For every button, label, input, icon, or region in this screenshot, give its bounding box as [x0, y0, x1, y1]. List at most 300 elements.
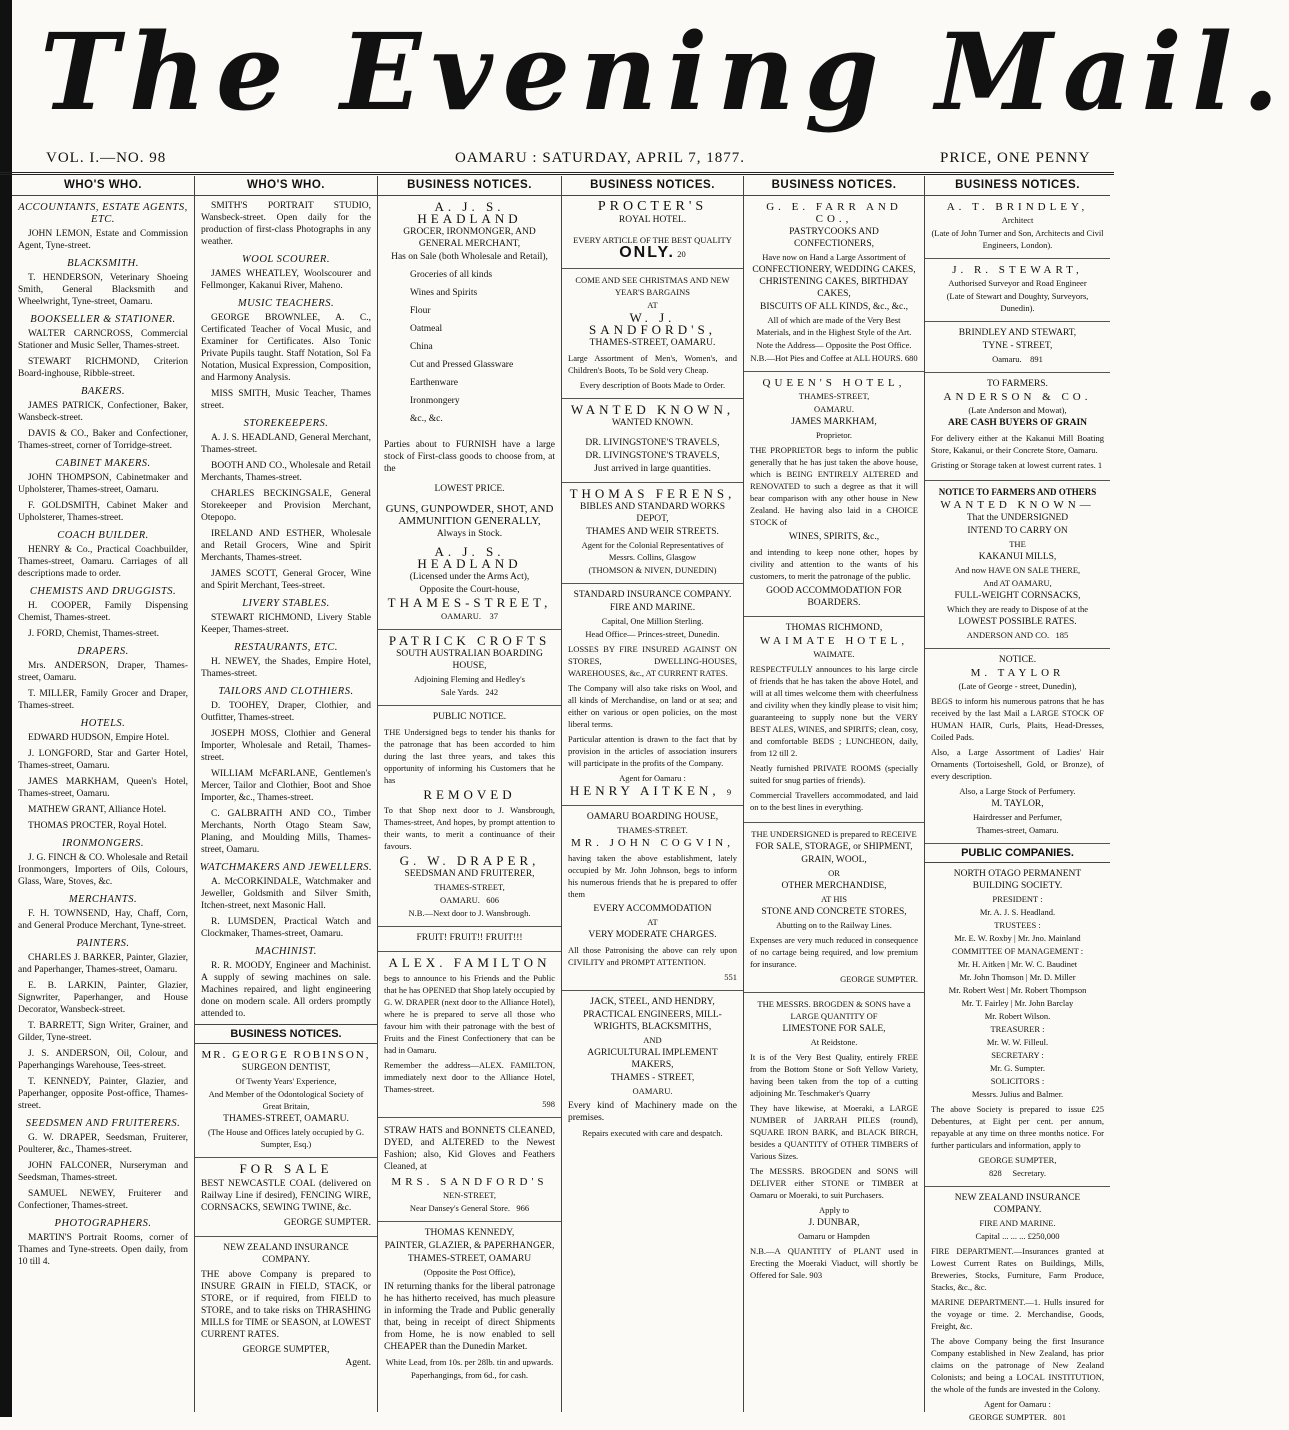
ad-line: COMMITTEE OF MANAGEMENT : — [951, 946, 1084, 956]
ad-body: Parties about to FURNISH have a large stock of First-class goods to choose from, at the — [384, 440, 555, 474]
ad-number: 606 — [486, 895, 500, 905]
ad-building-society — [925, 863, 1110, 1187]
directory-section-title: PAINTERS. — [76, 938, 130, 949]
ad-heading: FRUIT! FRUIT!! FRUIT!!! — [416, 933, 523, 943]
section-heading: BUSINESS NOTICES. — [195, 1024, 377, 1044]
ad-town-text: OAMARU. — [439, 895, 480, 905]
ad-name: ANDERSON & CO. — [943, 391, 1092, 403]
directory-entry: R. LUMSDEN, Practical Watch and Clockmaker, Thames-street, Oamaru. — [201, 917, 371, 939]
directory-entry: CHARLES J. BARKER, Painter, Glazier, and Paperhanger, Thames-street, Oamaru. — [18, 953, 188, 975]
ad-line: Repairs executed with care and despatch. — [582, 1128, 723, 1138]
ad-line: SECRETARY : — [991, 1050, 1044, 1060]
ad-ferens — [562, 483, 743, 584]
ad-jack-steel — [562, 991, 743, 1146]
ad-owner: THOMAS RICHMOND, — [785, 623, 883, 633]
directory-entry: EDWARD HUDSON, Empire Hotel. — [28, 733, 170, 743]
ad-body: RESPECTFULLY announces to his large circle of friends that he has taken the above Hotel, and will at all times welcome them with cheerfulness and civility when they kindly please to visit him; guaranteeing to supply none but the VERY BEST ALES, WINES, and SPIRITS; clean, cosy, and comfortable BEDS ; LUNCHEON, daily, from 12 till 2. — [750, 664, 918, 758]
ad-line: Just arrived in large quantities. — [594, 464, 711, 474]
ad-heading: TO FARMERS. — [987, 379, 1048, 389]
ad-number: 37 — [489, 611, 498, 621]
ad-line: Apply to — [819, 1205, 849, 1215]
ad-body: Remember the address—ALEX. FAMILTON, immediately next door to the Alliance Hotel, Thames-street. — [384, 1060, 555, 1094]
ad-town: OAMARU. — [632, 1086, 673, 1096]
ad-name: THOMAS FERENS, — [569, 486, 736, 501]
ad-name: PATRICK CROFTS — [388, 633, 551, 648]
ad-notice-farmers — [925, 481, 1110, 649]
directory-section-title: LIVERY STABLES. — [242, 598, 330, 609]
ad-wanted-known — [562, 399, 743, 483]
ad-line: Mr. H. Aitken | Mr. W. C. Baudinet — [957, 959, 1078, 969]
ad-street: THAMES-STREET, — [387, 595, 552, 610]
ad-headland — [378, 196, 561, 630]
ad-line: Proprietor. — [815, 430, 853, 440]
directory-section-title: HOTELS. — [80, 718, 126, 729]
ad-line: GOOD ACCOMMODATION FOR BOARDERS. — [766, 586, 902, 608]
ad-line: (Opposite the Post Office), — [423, 1267, 516, 1277]
directory-entry: JAMES PATRICK, Confectioner, Baker, Wansbeck-street. — [18, 401, 188, 423]
ad-line: WINES, SPIRITS, &c., — [788, 532, 880, 542]
directory-section-title: BAKERS. — [80, 386, 126, 397]
ad-number: 598 — [542, 1099, 555, 1109]
ad-street: THAMES-STREET, — [434, 882, 505, 892]
ad-title: Authorised Surveyor and Road Engineer — [948, 278, 1087, 288]
ad-body: The Company will also take risks on Wool, and all kinds of Merchandise, on land or at sea; and either on various or open policies, on the most liberal terms. — [568, 683, 737, 729]
ad-line: REMOVED — [423, 787, 516, 802]
ad-body: The above Company being the first Insurance Company established in New Zealand, has prior claims on the patronage of New Zealand Colonists; and being a LOCAL INSTITUTION, the whole of the funds are invested in the Colony. — [931, 1336, 1104, 1394]
newspaper-title: The Evening Mail. — [40, 9, 1289, 134]
ad-name: PROCTER'S — [597, 199, 708, 214]
ad-body: Neatly furnished PRIVATE ROOMS (specially suited for snug parties of friends). — [750, 763, 918, 785]
item-list — [384, 269, 555, 425]
ad-proprietor: JAMES MARKHAM, — [791, 417, 877, 427]
item-list-entry: Earthenware — [410, 378, 458, 388]
column-business-6 — [925, 176, 1110, 1422]
directory-section-title: PHOTOGRAPHERS. — [54, 1218, 152, 1229]
ad-title: SURGEON DENTIST, — [241, 1063, 331, 1073]
directory-entry: JAMES SCOTT, General Grocer, Wine and Spirit Merchant, Tees-street. — [201, 569, 371, 591]
ad-name: JACK, STEEL, AND HENDRY, — [590, 997, 715, 1007]
column-whos-who-2 — [195, 176, 378, 1412]
ad-line: (THOMSON & NIVEN, DUNEDIN) — [588, 565, 717, 575]
item-list-entry: Wines and Spirits — [410, 288, 478, 298]
ad-line: FOR SALE, STORAGE, or SHIPMENT, — [755, 842, 913, 852]
ad-line: FULL-WEIGHT CORNSACKS, — [954, 591, 1081, 601]
ad-line: Capital, One Million Sterling. — [601, 616, 704, 626]
ad-line: Also, a Large Stock of Perfumery. — [959, 786, 1076, 796]
ad-street: THAMES-STREET, OAMARU. — [223, 1114, 349, 1124]
ad-farr — [744, 196, 924, 372]
ad-line: DR. LIVINGSTONE'S TRAVELS, — [585, 438, 720, 448]
ad-town — [384, 894, 555, 906]
directory-section-title: CHEMISTS AND DRUGGISTS. — [29, 586, 177, 597]
ad-body: BEST NEWCASTLE COAL (delivered on Railway Line if desired), FENCING WIRE, CORNSACKS, SEWING TWINE, &c. — [201, 1179, 371, 1213]
ad-signature: A. J. S. HEADLAND — [417, 544, 522, 571]
ad-line: TREASURER : — [990, 1024, 1045, 1034]
ad-name: G. E. FARR AND CO., — [766, 201, 902, 225]
ad-title: Architect — [1001, 215, 1034, 225]
ad-line: Messrs. Julius and Balmer. — [971, 1089, 1064, 1099]
ad-line: AT — [647, 917, 658, 927]
columns — [12, 176, 1110, 1422]
directory-entry: MISS SMITH, Music Teacher, Thames street. — [201, 389, 371, 411]
directory-entry: G. W. DRAPER, Seedsman, Fruiterer, Poulterer, &c., Thames-street. — [18, 1133, 188, 1155]
ad-line: TRUSTEES : — [994, 920, 1041, 930]
ad-line: THE — [1009, 539, 1026, 549]
directory-entry: THOMAS PROCTER, Royal Hotel. — [28, 821, 167, 831]
ad-line: Mr. T. Fairley | Mr. John Barclay — [961, 998, 1074, 1008]
ad-number: 9 — [726, 787, 736, 797]
ad-line: INTEND TO CARRY ON — [967, 526, 1068, 536]
ad-sub: PASTRYCOOKS AND CONFECTIONERS, — [789, 227, 879, 249]
directory-entry: F. GOLDSMITH, Cabinet Maker and Upholsterer, Thames-street. — [18, 501, 188, 523]
ad-line: Abutting on to the Railway Lines. — [776, 920, 892, 930]
directory-entry: R. R. MOODY, Engineer and Machinist. A supply of sewing machines on sale. Machines repaired, and light engineering done on modern scale. All orders promptly attended to. — [201, 961, 371, 1019]
ad-fruit — [378, 927, 561, 952]
ad-body: having taken the above establishment, lately occupied by Mr. John Johnson, begs to inform his numerous friends that he is prepared to offer them — [568, 853, 737, 899]
ad-body: Commercial Travellers accommodated, and laid on to the best lines in everything. — [750, 790, 918, 812]
directory-section-title: ACCOUNTANTS, ESTATE AGENTS, ETC. — [18, 202, 188, 225]
item-list-entry: Groceries of all kinds — [410, 270, 493, 280]
volume-number: VOL. I.—NO. 98 — [46, 150, 167, 166]
ad-name: W. J. SANDFORD'S, — [589, 310, 716, 337]
directory-entry: WILLIAM McFARLANE, Gentlemen's Mercer, Tailor and Clothier, Boot and Shoe Importer, &c., Thames-street. — [201, 769, 371, 803]
ad-line: (Late of John Turner and Son, Architects and Civil Engineers, London). — [931, 228, 1104, 250]
ad-sub: WANTED KNOWN. — [611, 418, 694, 428]
directory-entry: H. COOPER, Family Dispensing Chemist, Thames-street. — [18, 601, 188, 623]
directory-entry: A. J. S. HEADLAND, General Merchant, Thames-street. — [201, 433, 371, 455]
directory-entry: J. FORD, Chemist, Thames-street. — [28, 629, 159, 639]
ad-line: BISCUITS OF ALL KINDS, &c., &c., — [760, 302, 908, 312]
ad-line: Every description of Boots Made to Order. — [579, 380, 726, 390]
directory-entry: E. B. LARKIN, Painter, Glazier, Signwriter, Paperhanger, and House Decorator, Wansbeck-street. — [18, 981, 188, 1015]
ad-line: OR — [828, 868, 840, 878]
ad-body: FIRE DEPARTMENT.—Insurances granted at Lowest Current Rates on Buildings, Mills, Breweries, Stocks, Furniture, Farm Produce, Stacks, &c., &c. — [931, 1246, 1104, 1292]
ad-body: BEGS to inform his numerous patrons that he has received by the last Mail a LARGE STOCK OF HUMAN HAIR, Curls, Plaits, Head-Dresses, Coiled Pads. — [931, 696, 1104, 742]
ad-secretary: Secretary. — [1012, 1168, 1047, 1178]
ad-town: OAMARU. — [814, 404, 854, 414]
ad-name: STANDARD INSURANCE COMPANY. — [573, 590, 732, 600]
ad-line: Capital ... ... ... £250,000 — [975, 1231, 1060, 1241]
directory-entry: D. TOOHEY, Draper, Clothier, and Outfitter, Thames-street. — [201, 701, 371, 723]
ad-for-sale — [195, 1158, 377, 1237]
ad-line: (The House and Offices lately occupied by G. Sumpter, Esq.) — [207, 1127, 365, 1149]
ad-heading: THE MESSRS. BROGDEN & SONS have a LARGE QUANTITY OF — [757, 999, 911, 1021]
directory-entry: BOOTH AND CO., Wholesale and Retail Merchants, Thames-street. — [201, 461, 371, 483]
ad-line: PRESIDENT : — [992, 894, 1043, 904]
ad-sig-text: GEORGE SUMPTER. — [968, 1412, 1047, 1422]
ad-line: LOWEST POSSIBLE RATES. — [958, 617, 1077, 627]
ad-line: Paperhangings, from 6d., for cash. — [410, 1370, 529, 1380]
directory-entry: JOHN THOMPSON, Cabinetmaker and Upholsterer, Thames-street, Oamaru. — [18, 473, 188, 495]
directory-section-title: MERCHANTS. — [68, 894, 138, 905]
directory-section-title: MUSIC TEACHERS. — [237, 298, 335, 309]
ad-street: THAMES-STREET, OAMARU. — [589, 338, 716, 348]
ad-familton — [378, 952, 561, 1118]
directory-entry: HENRY & Co., Practical Coachbuilder, Thames-street, Oamaru. Carriages of all descriptions made to order. — [18, 545, 188, 579]
ad-signature — [568, 785, 737, 798]
ad-street: THAMES-STREET, — [798, 391, 870, 401]
ad-heading: NOTICE TO FARMERS AND OTHERS — [938, 487, 1097, 497]
item-list-entry: China — [410, 342, 433, 352]
ad-line: GUNS, GUNPOWDER, SHOT, AND AMMUNITION GENERALLY, — [385, 503, 554, 527]
item-list-entry: Ironmongery — [410, 396, 460, 406]
ad-line: (Late Anderson and Mowat), — [968, 405, 1067, 415]
ad-line: Mr. A. J. S. Headland. — [979, 907, 1056, 917]
ad-street: THAMES AND WEIR STREETS. — [586, 527, 719, 537]
ad-waimate-hotel — [744, 617, 924, 823]
ad-street: THAMES - STREET, — [610, 1073, 695, 1083]
ad-signature: M. TAYLOR, — [991, 799, 1044, 809]
ad-boarding-house — [562, 806, 743, 991]
ad-town: WAIMATE. — [813, 649, 855, 659]
ad-body: THE Undersigned begs to tender his thanks for the patronage that has been accorded to him during the last three years, and takes this opportunity of informing his Customers that he has — [384, 727, 555, 785]
ad-line: Mr. G. Sumpter. — [989, 1063, 1046, 1073]
ad-number: 891 — [1030, 354, 1043, 364]
ad-standard-insurance — [562, 584, 743, 806]
ad-sandford — [562, 269, 743, 399]
column-heading: BUSINESS NOTICES. — [378, 176, 561, 196]
directory-section-title: IRONMONGERS. — [61, 838, 145, 849]
ad-signature — [931, 1411, 1104, 1423]
ad-signature: J. DUNBAR, — [808, 1218, 860, 1228]
ad-town-text: OAMARU. — [441, 611, 481, 621]
directory-entry: J. G. FINCH & CO. Wholesale and Retail Ironmongers, Importers of Oils, Colours, Glass, Ware, Stoves, &c. — [18, 853, 188, 887]
column-heading: BUSINESS NOTICES. — [925, 176, 1110, 196]
ad-body: THE PROPRIETOR begs to inform the public generally that he has just taken the above house, which is BEING ENTIRELY ALTERED and RENOVATED to such a degree as that it will bear comparison with any other house in New Zealand. He having also laid in a CHOICE STOCK of — [750, 445, 918, 527]
ad-name: MR. JOHN COGVIN, — [570, 837, 734, 849]
ad-line: Agent. — [345, 1358, 371, 1368]
ad-line: Agent for Oamaru : — [984, 1399, 1051, 1409]
directory-entry: MARTIN'S Portrait Rooms, corner of Thames and Tyne-streets. Open daily, from 10 till 4. — [18, 1233, 188, 1267]
ad-queens-hotel — [744, 372, 924, 617]
ad-line — [384, 686, 555, 698]
ad-street: NEN-STREET, — [443, 1190, 496, 1200]
directory-section-title: BLACKSMITH. — [67, 258, 139, 269]
ad-line: And Member of the Odontological Society of Great Britain, — [208, 1089, 364, 1111]
directory-entry: T. MILLER, Family Grocer and Draper, Thames-street. — [18, 689, 188, 711]
ad-number: 903 — [809, 1270, 823, 1280]
ad-line: ARE CASH BUYERS OF GRAIN — [948, 418, 1087, 428]
ad-line: GRAIN, WOOL, — [801, 855, 867, 865]
ad-name: NEW ZEALAND INSURANCE COMPANY. — [954, 1193, 1081, 1215]
issue-date: OAMARU : SATURDAY, APRIL 7, 1877. — [455, 150, 745, 166]
ad-line: COME AND SEE CHRISTMAS AND NEW YEAR'S BARGAINS — [575, 275, 730, 297]
directory-section-title: WOOL SCOURER. — [242, 254, 330, 265]
ad-heading: WANTED KNOWN, — [570, 402, 735, 417]
ad-line: That the UNDERSIGNED — [966, 513, 1069, 523]
ad-line: STONE AND CONCRETE STORES, — [761, 907, 907, 917]
ad-procter — [562, 196, 743, 269]
column-heading: BUSINESS NOTICES. — [744, 176, 924, 196]
ad-line: Mr. John Thomson | Mr. D. Miller — [959, 972, 1076, 982]
section-heading: PUBLIC COMPANIES. — [925, 844, 1110, 863]
ad-line: Mr. Robert West | Mr. Robert Thompson — [948, 985, 1087, 995]
ad-line: Note the Address— Opposite the Post Office. — [756, 340, 912, 350]
directory-entry: IRELAND AND ESTHER, Wholesale and Retail Grocers, Wine and Spirit Merchants, Thames-street. — [201, 529, 371, 563]
ad-body: MARINE DEPARTMENT.—1. Hulls insured for the voyage or time. 2. Merchandise, Goods, Freight, &c. — [931, 1297, 1104, 1331]
ad-town — [384, 610, 555, 622]
ad-line: Agent for Oamaru : — [619, 773, 686, 783]
ad-public-notice — [378, 706, 561, 927]
ad-body: Particular attention is drawn to the fact that by provision in the articles of association insurers will participate in the profits of the Company. — [568, 734, 737, 768]
ad-heading: OAMARU BOARDING HOUSE, — [586, 812, 719, 822]
ad-body: STRAW HATS and BONNETS CLEANED, DYED, and ALTERED to the Newest Fashion; also, Kid Gloves and Feathers Cleaned, at — [384, 1126, 555, 1172]
ad-line: SEEDSMAN AND FRUITERER, — [404, 869, 535, 879]
ad-sub: AGRICULTURAL IMPLEMENT MAKERS, — [587, 1048, 718, 1070]
ad-line: And now HAVE ON SALE THERE, — [954, 565, 1081, 575]
ad-sub: BIBLES AND STANDARD WORKS DEPOT, — [579, 502, 725, 524]
ad-line: At Reidstone. — [810, 1037, 858, 1047]
directory-sections — [12, 202, 194, 1268]
ad-body: Every kind of Machinery made on the premises. — [568, 1101, 737, 1123]
directory-entry: DAVIS & CO., Baker and Confectioner, Thames-street, corner of Torridge-street. — [18, 429, 188, 451]
ad-name: THOMAS KENNEDY, — [424, 1228, 515, 1238]
ad-nb: N.B.—A QUANTITY of PLANT used in Erecting the Moeraki Viaduct, will shortly be Offered for Sale. — [750, 1246, 918, 1280]
directory-entry: J. S. ANDERSON, Oil, Colour, and Paperhangings Warehouse, Tees-street. — [18, 1049, 188, 1071]
column-heading: WHO'S WHO. — [195, 176, 377, 196]
ad-line: Agent for the Colonial Representatives of Messrs. Collins, Glasgow — [581, 540, 724, 562]
ad-body: For delivery either at the Kakanui Mill Boating Store, Kakanui, or their Concrete Store, Oamaru. — [931, 433, 1104, 455]
ad-body: Large Assortment of Men's, Women's, and Children's Boots, To be Sold very Cheap. — [568, 353, 737, 375]
ad-line: (Licensed under the Arms Act), — [409, 572, 530, 582]
ad-body — [750, 1245, 918, 1281]
item-list-entry: Oatmeal — [410, 324, 443, 334]
ad-near: Near Dansey's General Store. — [409, 1203, 511, 1213]
ad-line: Which they are ready to Dispose of at the — [946, 604, 1089, 614]
directory-entry: T. BARRETT, Sign Writer, Grainer, and Gilder, Tyne-street. — [18, 1021, 188, 1043]
ad-heading: NOTICE. — [998, 655, 1037, 665]
column-whos-who-1 — [12, 176, 195, 1412]
directory-entry: JAMES MARKHAM, Queen's Hotel, Thames-street, Oamaru. — [18, 777, 188, 799]
ad-sub: PAINTER, GLAZIER, & PAPERHANGER, — [384, 1241, 555, 1251]
directory-entry: GEORGE BROWNLEE, A. C., Certificated Teacher of Vocal Music, and Examiner for Certificates. Also Tonic Private Pupils taught. Staff Notation, Sol Fa Notation, Musical Expression, Composition, and Harmony Analysis. — [201, 313, 371, 383]
directory-entry: MATHEW GRANT, Alliance Hotel. — [28, 805, 167, 815]
ad-number: 20 — [677, 249, 686, 259]
directory-section-title: DRAPERS. — [77, 646, 129, 657]
directory-entry: JOHN FALCONER, Nurseryman and Seedsman, Thames-street. — [18, 1161, 188, 1183]
ad-sub: ROYAL HOTEL. — [618, 215, 687, 225]
ad-body: and intending to keep none other, hopes by civility and attention to the wants of his customers, to merit the patronage of the public. — [750, 547, 918, 581]
ad-name: J. R. STEWART, — [952, 264, 1083, 276]
ad-body: LOSSES BY FIRE INSURED AGAINST ON STORES, DWELLING-HOUSES, WAREHOUSES, &c., AT CURRENT RATES. — [568, 644, 737, 678]
directory-entry: STEWART RICHMOND, Livery Stable Keeper, Thames-street. — [201, 613, 371, 635]
ad-line: EVERY ARTICLE OF THE BEST QUALITY — [573, 235, 732, 245]
ad-name: BRINDLEY AND STEWART, — [958, 328, 1077, 338]
ad-line: N.B.—Next door to J. Wansbrough. — [408, 908, 531, 918]
ad-name: M. TAYLOR — [970, 667, 1065, 679]
ad-body: The MESSRS. BROGDEN and SONS will DELIVER either STONE or TIMBER at Oamaru or Moeraki, to suit Purchasers. — [750, 1166, 918, 1200]
directory-entry: H. NEWEY, the Shades, Empire Hotel, Thames-street. — [201, 657, 371, 679]
directory-entry: F. H. TOWNSEND, Hay, Chaff, Corn, and General Produce Merchant, Tyne-street. — [18, 909, 188, 931]
ad-street: THAMES-STREET, OAMARU — [407, 1254, 532, 1264]
ad-kennedy — [378, 1222, 561, 1388]
ad-signature: GEORGE SUMPTER, — [242, 1345, 330, 1355]
ad-taylor — [925, 649, 1110, 844]
directory-section-title: CABINET MAKERS. — [55, 458, 151, 469]
column-heading: BUSINESS NOTICES. — [562, 176, 743, 196]
ad-number: 242 — [485, 687, 499, 697]
ad-name: MRS. SANDFORD'S — [391, 1176, 548, 1188]
ad-line: Have now on Hand a Large Assortment of — [762, 252, 906, 262]
ad-number: 801 — [1053, 1412, 1067, 1422]
ad-body: The above Society is prepared to issue £25 Debentures, at Eight per cent. per annum, repayable at any time on three months notice. For further particulars and information, apply to — [931, 1104, 1104, 1150]
directory-section-title: RESTAURANTS, ETC. — [234, 642, 338, 653]
ad-line: KAKANUI MILLS, — [978, 552, 1057, 562]
ad-street: Thames-street, Oamaru. — [976, 825, 1059, 835]
ad-line: EVERY ACCOMMODATION — [593, 904, 712, 914]
ad-only: ONLY. — [619, 244, 675, 261]
ad-line: SOLICITORS : — [990, 1076, 1045, 1086]
ad-number: 966 — [516, 1203, 530, 1213]
ad-sub: FIRE AND MARINE. — [609, 603, 696, 613]
directory-section-title: MACHINIST. — [255, 946, 317, 957]
directory-section-title: COACH BUILDER. — [57, 530, 149, 541]
directory-section-title: SEEDSMEN AND FRUITERERS. — [25, 1118, 181, 1129]
ad-body — [931, 459, 1104, 471]
ad-nz-insurance — [195, 1237, 377, 1376]
item-list-entry: &c., &c. — [410, 414, 443, 424]
masthead — [0, 0, 1289, 150]
ad-body: THE above Company is prepared to INSURE GRAIN in FIELD, STACK, or STORE, or if required, from FIELD to STORE, and to take risks on THRASHING MILLS for TIME or SEASON, at LOWEST CURRENT RATES. — [201, 1270, 371, 1340]
ad-signature: G. W. DRAPER, — [399, 853, 540, 868]
ad-line: Mr. E. W. Roxby | Mr. Jno. Mainland — [954, 933, 1081, 943]
ad-yards: Sale Yards. — [440, 687, 479, 697]
ad-street: TYNE - STREET, — [982, 341, 1053, 351]
directory-section-title: WATCHMAKERS AND JEWELLERS. — [199, 862, 373, 873]
directory-entry: SMITH'S PORTRAIT STUDIO, Wansbeck-street. Open daily for the production of first-class Photographs in any weather. — [201, 201, 371, 247]
column-business-3 — [378, 176, 562, 1412]
ad-name: QUEEN'S HOTEL, — [762, 377, 906, 389]
directory-entry: CHARLES BECKINGSALE, General Storekeeper and Provision Merchant, Otepopo. — [201, 489, 371, 523]
ad-number: 551 — [724, 972, 737, 982]
ad-brogden — [744, 993, 924, 1290]
ad-line: WANTED KNOWN— — [940, 499, 1095, 511]
column-business-5 — [744, 176, 925, 1412]
directory-section-title: STOREKEEPERS. — [243, 418, 329, 429]
ad-line: Adjoining Fleming and Hedley's — [414, 674, 525, 684]
ad-line: Always in Stock. — [436, 529, 503, 539]
ad-body: begs to announce to his Friends and the Public that he has OPENED that Shop lately occupied by G. W. DRAPER (next door to the Alliance Hotel), where he is prepared to serve all those who favour him with their patronage with the best of Fruits and the Finest Confectionery that can be had in Oamaru. — [384, 973, 555, 1055]
ad-line: Oamaru or Hampden — [798, 1231, 870, 1241]
ad-line: All of which are made of the Very Best Materials, and in the Highest Style of the Art. — [756, 315, 912, 337]
ad-signature: GEORGE SUMPTER. — [840, 974, 918, 984]
ad-body: To that Shop next door to J. Wansbrough, Thames-street, And hopes, by prompt attention to their wants, to merit a continuance of their favours. — [384, 805, 555, 851]
ad-crofts — [378, 630, 561, 706]
ad-heading: NEW ZEALAND INSURANCE COMPANY. — [223, 1243, 349, 1265]
directory-section-title: BOOKSELLER & STATIONER. — [30, 314, 176, 325]
ad-body: Expenses are very much reduced in consequence of no cartage being required, and low premium for insurance. — [750, 935, 918, 969]
ad-line: Of Twenty Years' Experience, — [235, 1076, 337, 1086]
item-list-entry: Cut and Pressed Glassware — [410, 360, 514, 370]
ad-line: AND — [643, 1035, 662, 1045]
ad-agent-name: HENRY AITKEN, — [569, 783, 720, 798]
ad-line: LIMESTONE FOR SALE, — [782, 1024, 886, 1034]
ad-heading: FOR SALE — [239, 1161, 333, 1176]
directory-entry: T. KENNEDY, Painter, Glazier, and Paperhanger, opposite Post-office, Thames-street. — [18, 1077, 188, 1111]
directory-entry: JOSEPH MOSS, Clothier and General Importer, Wholesale and Retail, Thames-street. — [201, 729, 371, 763]
ad-line — [750, 352, 918, 364]
ad-straw-hats — [378, 1118, 561, 1222]
directory-entry: STEWART RICHMOND, Criterion Board-inghouse, Ribble-street. — [18, 357, 188, 379]
directory-entry: JAMES WHEATLEY, Woolscourer and Fellmonger, Kakanui River, Maheno. — [201, 269, 371, 291]
column-heading: WHO'S WHO. — [12, 176, 194, 196]
ad-signature: GEORGE SUMPTER, — [978, 1155, 1057, 1165]
ad-name: A. J. S. HEADLAND — [417, 199, 522, 226]
ad-body: THE UNDERSIGNED is prepared to RECEIVE — [751, 829, 917, 839]
ad-brindley-stewart — [925, 322, 1110, 373]
ad-number: 680 — [904, 353, 918, 363]
ad-robinson — [195, 1044, 377, 1158]
